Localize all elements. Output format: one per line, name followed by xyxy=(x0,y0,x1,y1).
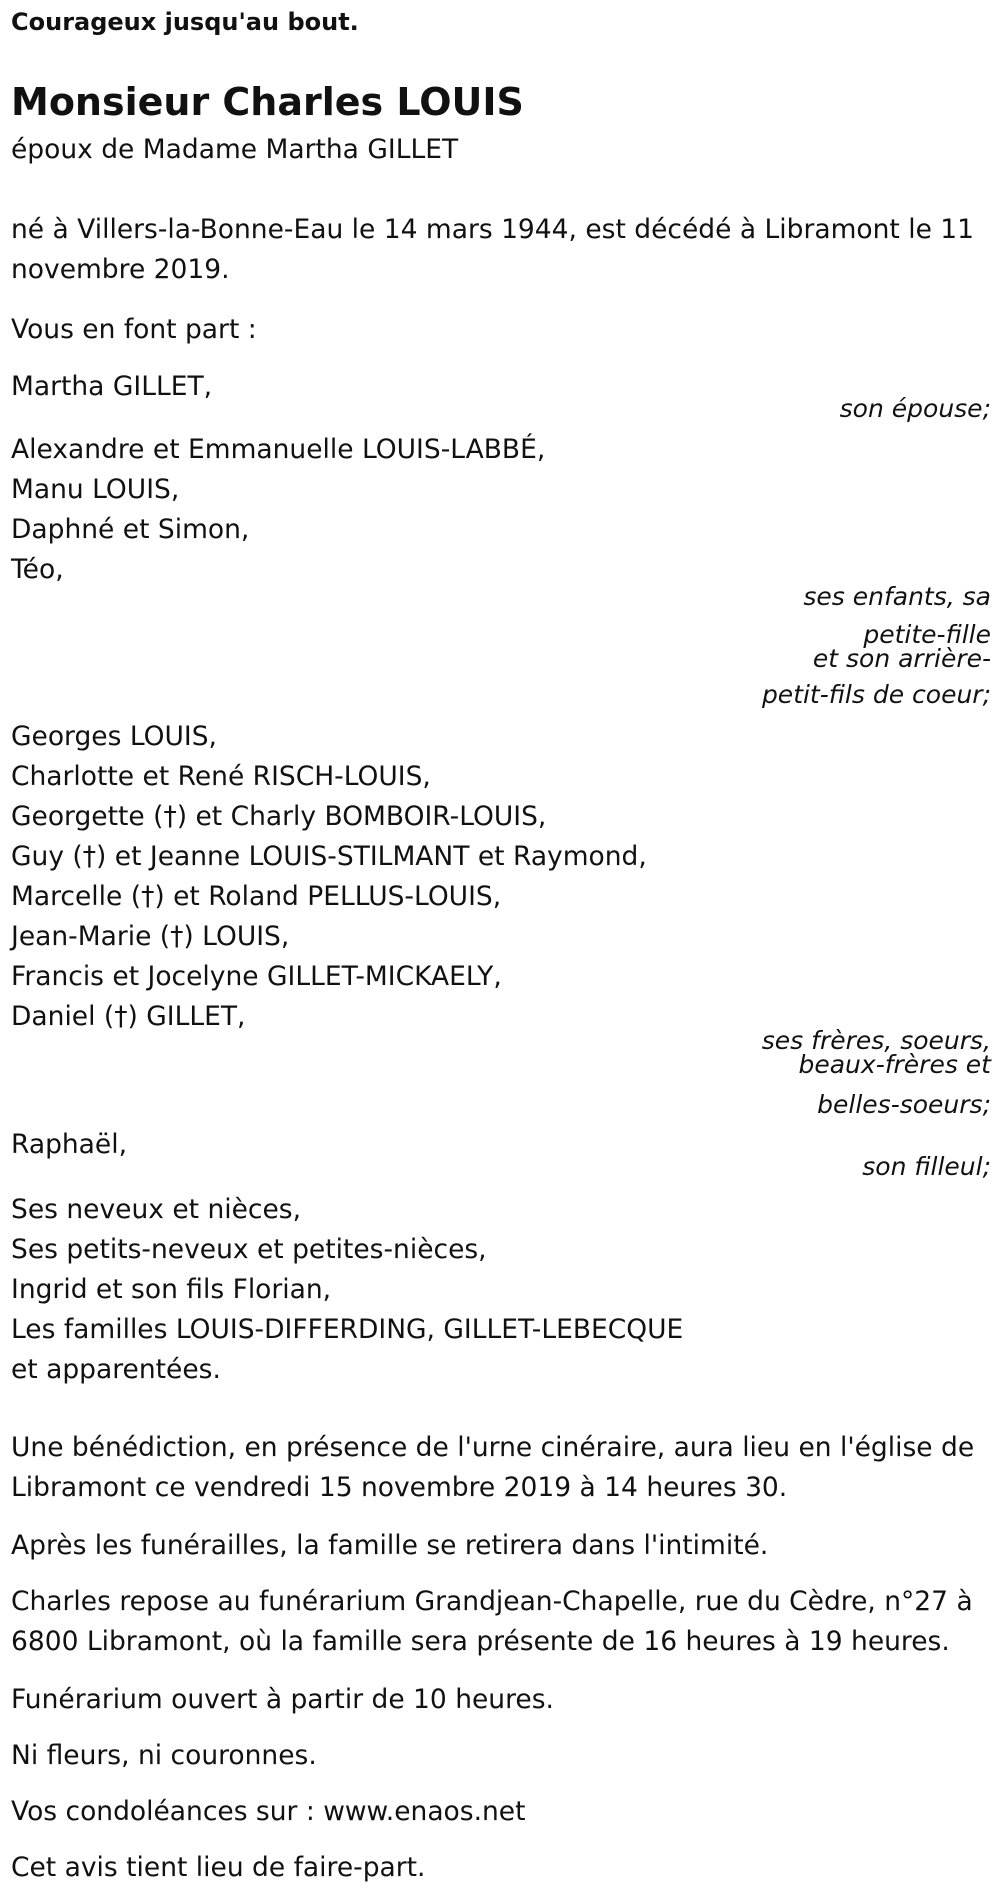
godson-relation xyxy=(862,1151,991,1183)
siblings-group xyxy=(11,717,991,1037)
extended-family-group xyxy=(11,1190,991,1390)
opening-hours-text: Funérarium ouvert à partir de 10 heures. xyxy=(11,1684,554,1715)
relation-line: belles-soeurs; xyxy=(817,1090,991,1119)
family-name-line: Ingrid et son fils Florian, xyxy=(11,1274,332,1305)
after-funeral-text: Après les funérailles, la famille se retirera dans l'intimité. xyxy=(11,1530,769,1561)
relation-line: son épouse; xyxy=(839,394,991,423)
relation-line: petite-fille xyxy=(863,620,991,649)
family-name-line: Georges LOUIS, xyxy=(11,721,217,752)
no-flowers-text: Ni fleurs, ni couronnes. xyxy=(11,1740,317,1771)
relation-line: ses enfants, sa xyxy=(803,582,991,611)
family-name-line: Georgette (†) et Charly BOMBOIR-LOUIS, xyxy=(11,801,547,832)
ceremony-text: Une bénédiction, en présence de l'urne cinéraire, aura lieu en l'église de Libramont ce vendredi 15 novembre 2019 à 14 heures 30. xyxy=(11,1432,975,1503)
spouse-line: époux de Madame Martha GILLET xyxy=(11,134,459,165)
family-name-line: Martha GILLET, xyxy=(11,371,213,402)
spouse-relation xyxy=(840,393,991,425)
siblings-relation xyxy=(761,1026,991,1121)
family-name-line: Francis et Jocelyne GILLET-MICKAELY, xyxy=(11,961,502,992)
family-name-line: Marcelle (†) et Roland PELLUS-LOUIS, xyxy=(11,881,502,912)
relation-line: beaux-frères et xyxy=(798,1050,991,1079)
motto: Courageux jusqu'au bout. xyxy=(11,8,359,36)
family-name-line: Ses neveux et nièces, xyxy=(11,1194,302,1225)
condolences-text: Vos condoléances sur : www.enaos.net xyxy=(11,1796,526,1827)
godson-group xyxy=(11,1125,991,1165)
family-name-line: Manu LOUIS, xyxy=(11,474,180,505)
family-name-line: Charlotte et René RISCH-LOUIS, xyxy=(11,761,431,792)
funeral-home-text: Charles repose au funérarium Grandjean-Chapelle, rue du Cèdre, n°27 à 6800 Libramont, où la famille sera présente de 16 heures à 19 heures. xyxy=(11,1586,973,1657)
relation-line: et son arrière- xyxy=(812,644,991,673)
family-name-line: Jean-Marie (†) LOUIS, xyxy=(11,921,290,952)
children-relation xyxy=(762,581,991,711)
children-group xyxy=(11,430,991,590)
notice-text: Cet avis tient lieu de faire-part. xyxy=(11,1852,426,1883)
birth-death-text: né à Villers-la-Bonne-Eau le 14 mars 1944, est décédé à Libramont le 11 novembre 2019. xyxy=(11,214,975,285)
family-name-line: Raphaël, xyxy=(11,1129,128,1160)
family-name-line: Alexandre et Emmanuelle LOUIS-LABBÉ, xyxy=(11,434,546,465)
announcement-text: Vous en font part : xyxy=(11,314,257,345)
family-name-line: Guy (†) et Jeanne LOUIS-STILMANT et Raymond, xyxy=(11,841,647,872)
family-name-line: Daphné et Simon, xyxy=(11,514,250,545)
family-name-line: Daniel (†) GILLET, xyxy=(11,1001,246,1032)
relation-line: petit-fils de coeur; xyxy=(761,680,991,709)
family-name-line: Téo, xyxy=(11,554,64,585)
relation-line: son filleul; xyxy=(862,1152,991,1181)
deceased-name: Monsieur Charles LOUIS xyxy=(11,80,524,124)
family-name-line: Ses petits-neveux et petites-nièces, xyxy=(11,1234,487,1265)
family-name-line: Les familles LOUIS-DIFFERDING, GILLET-LEBECQUE xyxy=(11,1314,684,1345)
relation-line: ses frères, soeurs, xyxy=(761,1026,991,1055)
family-name-line: et apparentées. xyxy=(11,1354,221,1385)
